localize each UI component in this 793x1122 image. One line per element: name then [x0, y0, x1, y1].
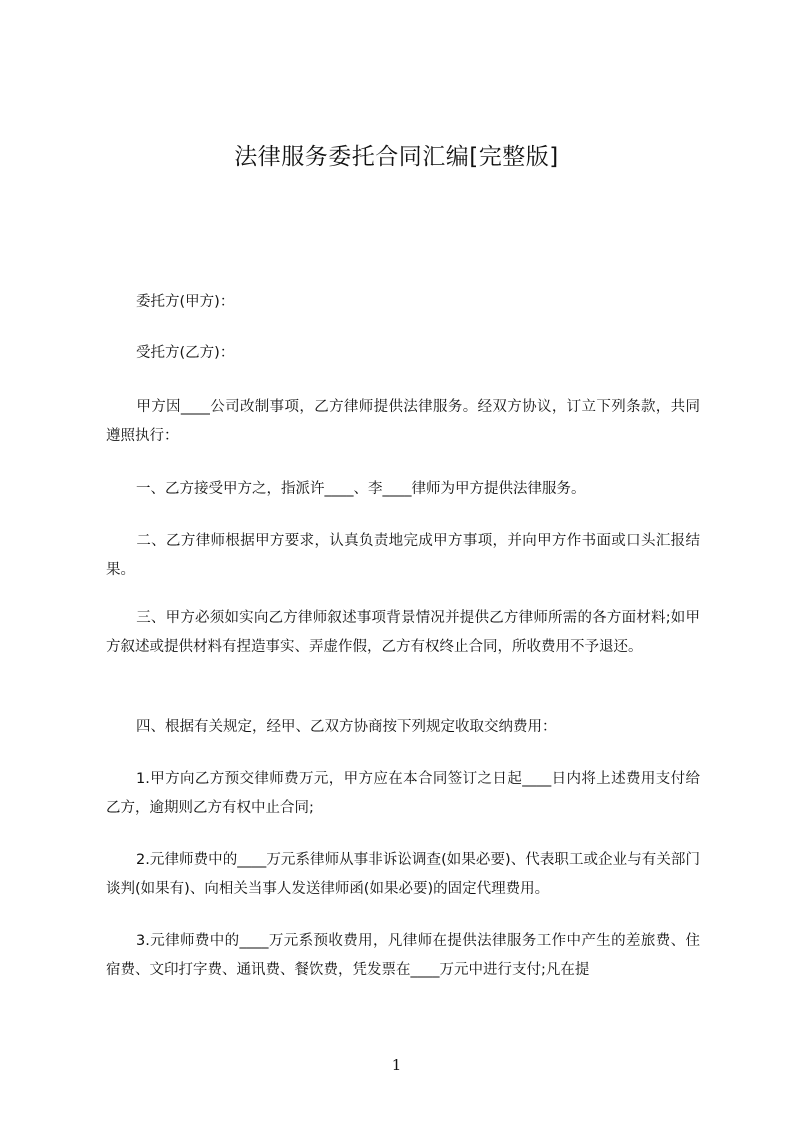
party-b-line: 受托方(乙方)： — [136, 345, 235, 361]
clause-4-paragraph: 四、根据有关规定，经甲、乙双方协商按下列规定收取交纳费用： — [136, 719, 557, 735]
preamble-paragraph: 甲方因____公司改制事项，乙方律师提供法律服务。经双方协议，订立下列条款，共同遵照执行： — [106, 399, 700, 444]
fee-item-1-paragraph: 1.甲方向乙方预交律师费万元，甲方应在本合同签订之日起____日内将上述费用支付给乙方，逾期则乙方有权中止合同; — [106, 771, 700, 816]
fee-item-3-paragraph: 3.元律师费中的____万元系预收费用，凡律师在提供法律服务工作中产生的差旅费、住宿费、文印打字费、通讯费、餐饮费，凭发票在____万元中进行支付;凡在提 — [106, 933, 700, 978]
page-number: 1 — [391, 1056, 402, 1074]
party-a-line: 委托方(甲方)： — [136, 294, 235, 310]
document-title: 法律服务委托合同汇编[完整版] — [234, 144, 559, 170]
fee-item-2-paragraph: 2.元律师费中的____万元系律师从事非诉讼调查(如果必要)、代表职工或企业与有关部门谈判(如果有)、向相关当事人发送律师函(如果必要)的固定代理费用。 — [106, 852, 700, 897]
clause-2-paragraph: 二、乙方律师根据甲方要求，认真负责地完成甲方事项，并向甲方作书面或口头汇报结果。 — [106, 533, 700, 578]
clause-3-paragraph: 三、甲方必须如实向乙方律师叙述事项背景情况并提供乙方律师所需的各方面材料;如甲方叙述或提供材料有捏造事实、弄虚作假，乙方有权终止合同，所收费用不予退还。 — [106, 610, 700, 655]
clause-1-paragraph: 一、乙方接受甲方之，指派许____、李____律师为甲方提供法律服务。 — [136, 481, 586, 497]
